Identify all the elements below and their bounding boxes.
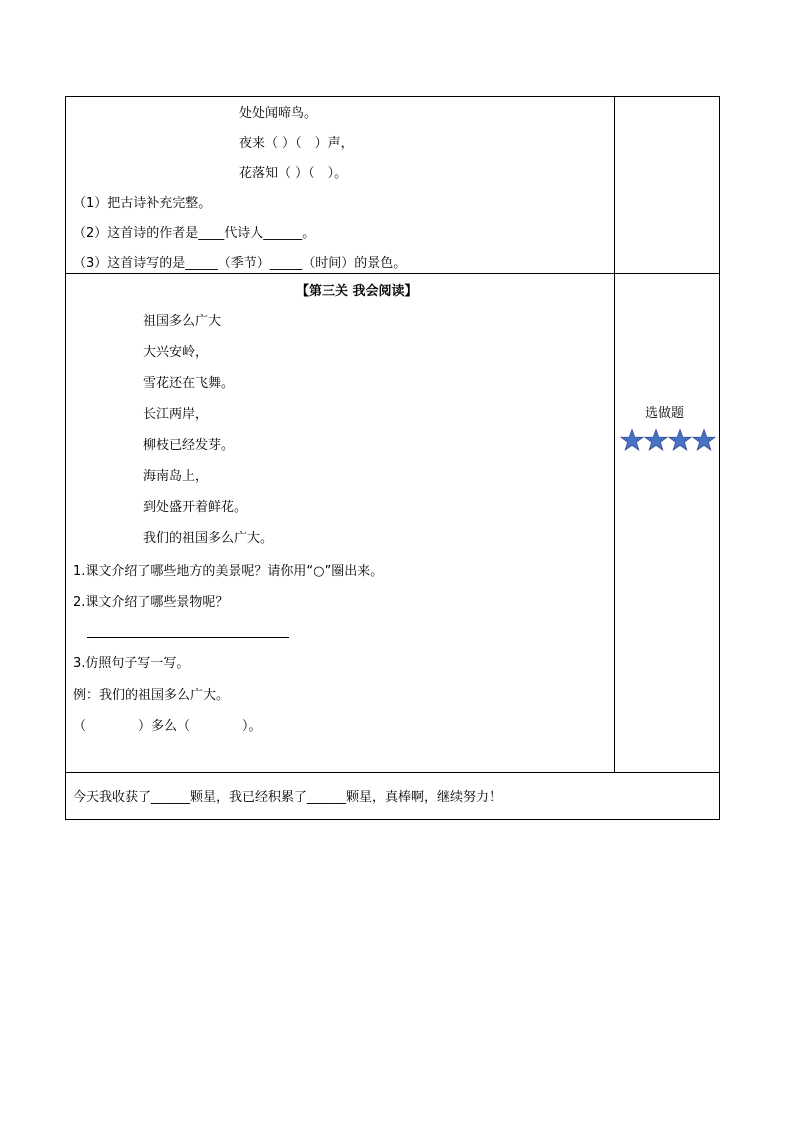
reading-question-3: 3.仿照句子写一写。	[73, 656, 190, 671]
section1-main-cell	[65, 96, 615, 274]
optional-label: 选做题	[645, 406, 685, 421]
reading-question-2: 2.课文介绍了哪些景物呢？	[73, 595, 229, 610]
reading-poem-line: 海南岛上，	[143, 469, 209, 484]
section-title: 【第三关 我会阅读】	[296, 284, 418, 299]
section1-side-cell	[614, 96, 720, 274]
star-icon	[668, 428, 692, 452]
star-icon	[644, 428, 668, 452]
reading-poem-line: 大兴安岭，	[143, 345, 209, 360]
poem-line: 花落知（ ）（ ）。	[239, 166, 348, 181]
reading-poem-line: 到处盛开着鲜花。	[143, 500, 248, 515]
reading-poem-line: 柳枝已经发芽。	[143, 438, 235, 453]
footer-text: 今天我收获了______颗星，我已经积累了______颗星，真棒啊，继续努力！	[73, 790, 503, 805]
section2-side-cell	[614, 273, 720, 773]
question-1: （1）把古诗补充完整。	[73, 196, 212, 211]
reading-poem-line: 雪花还在飞舞。	[143, 376, 235, 391]
star-icon	[692, 428, 716, 452]
question-2: （2）这首诗的作者是____代诗人______。	[73, 226, 316, 241]
reading-poem-line: 我们的祖国多么广大。	[143, 531, 274, 546]
star-rating	[620, 428, 716, 452]
reading-question-1: 1.课文介绍了哪些地方的美景呢？请你用“○”圈出来。	[73, 564, 384, 579]
star-icon	[620, 428, 644, 452]
reading-poem-line: 祖国多么广大	[143, 314, 222, 329]
question-3: （3）这首诗写的是_____（季节）_____（时间）的景色。	[73, 256, 407, 271]
answer-line[interactable]	[87, 637, 289, 638]
fill-in-sentence: （ ）多么（ ）。	[73, 719, 262, 734]
poem-line: 处处闻啼鸟。	[239, 106, 318, 121]
reading-poem-line: 长江两岸，	[143, 407, 209, 422]
example-sentence: 例：我们的祖国多么广大。	[73, 688, 230, 703]
poem-line: 夜来（ ）（ ）声，	[239, 136, 354, 151]
